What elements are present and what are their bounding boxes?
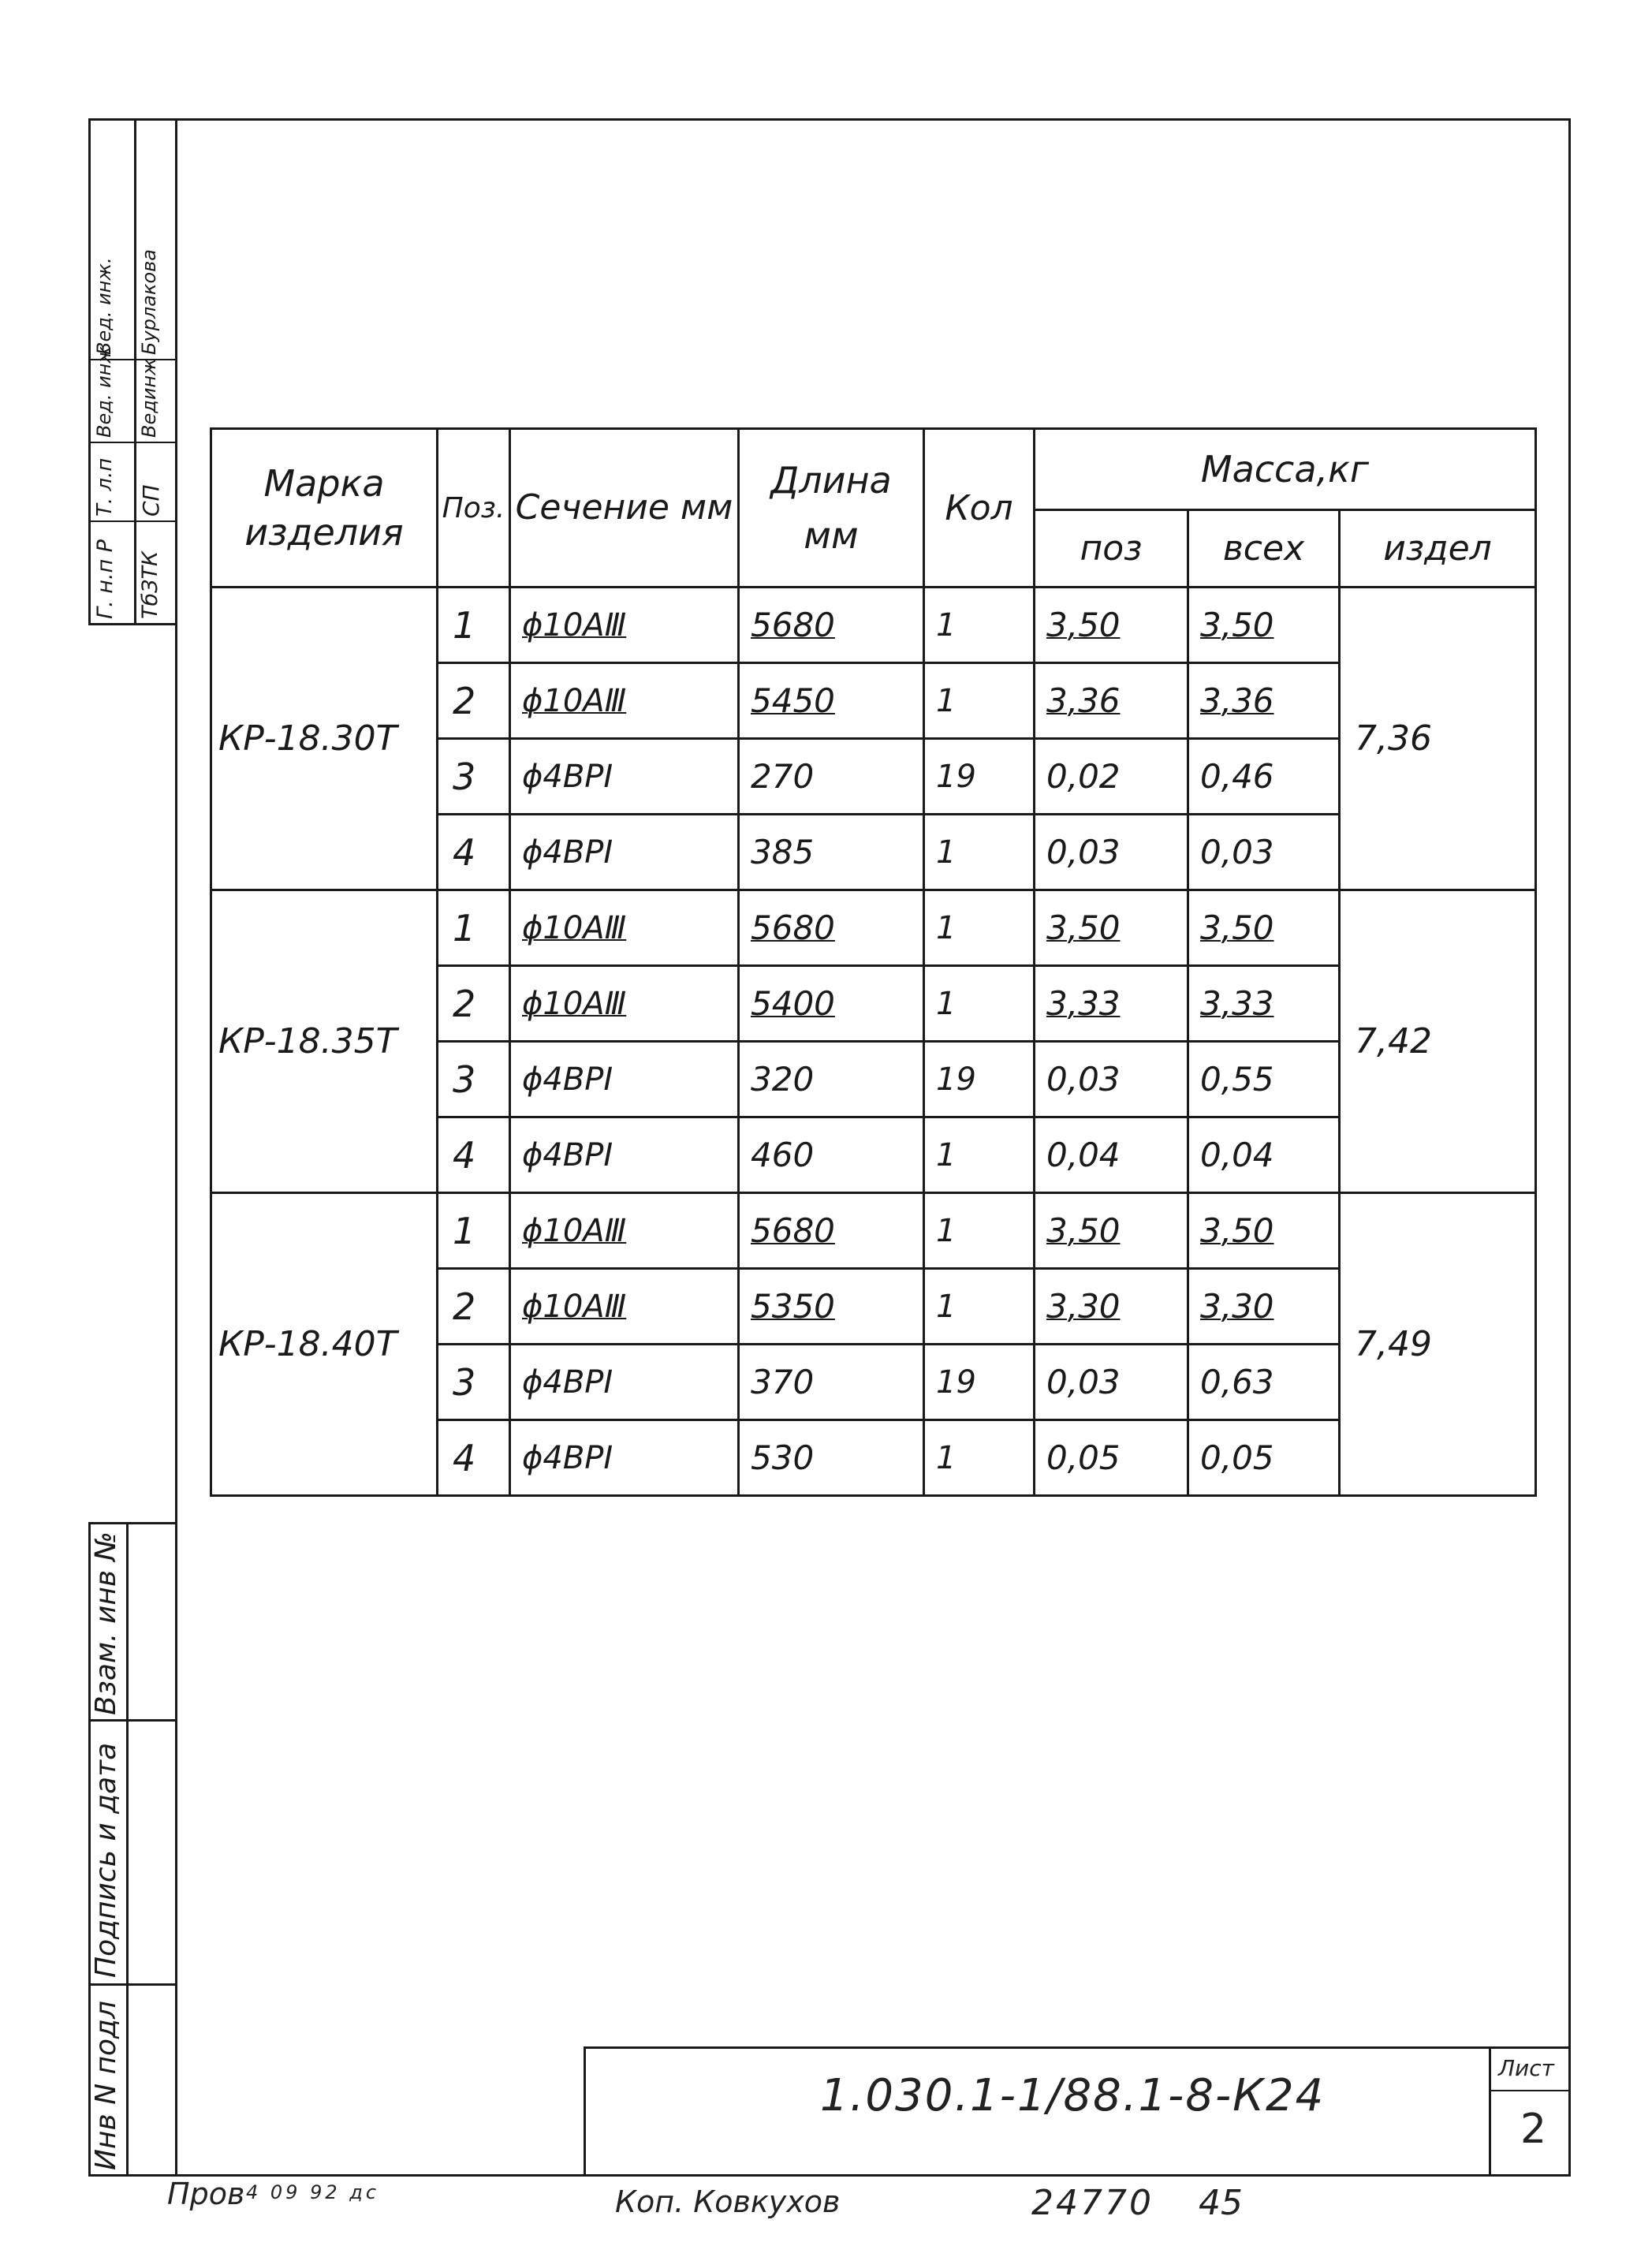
header-mass-all: всех [1188, 510, 1340, 588]
cell-length: 530 [739, 1420, 924, 1496]
cell-section: ϕ4ВРI [510, 1420, 739, 1496]
product-mark: КР-18.40Т [211, 1193, 438, 1496]
product-mark: КР-18.30Т [211, 588, 438, 890]
header-mass: Масса,кг [1035, 429, 1536, 510]
stamp-label-vedinzh-1: Вед. инж [93, 346, 115, 438]
frame-left-inner [175, 118, 177, 2177]
header-mark: Марка изделия [211, 429, 438, 588]
footer-checked: Пров [167, 2177, 245, 2211]
cell-mass-pos [1035, 890, 1188, 966]
footer-copy: Коп. Ковкухов [615, 2184, 841, 2219]
cell-mass-all [1188, 890, 1340, 966]
document-code: 1.030.1-1/88.1-8-К24 [820, 2070, 1326, 2121]
frame-top [88, 118, 1571, 121]
frame-right [1568, 118, 1571, 2177]
product-total-mass: 7,49 [1340, 1193, 1536, 1496]
cell-length: 270 [739, 739, 924, 815]
footer-order-number: 24770 [1031, 2183, 1154, 2223]
cell-section [510, 1193, 739, 1269]
cell-mass-all: 0,46 [1188, 739, 1340, 815]
cell-section: ϕ4ВРI [510, 1117, 739, 1193]
cell-section-value: ϕ10АⅢ [522, 909, 627, 946]
cell-mass-pos-value: 3,30 [1046, 1287, 1121, 1326]
cell-qty: 1 [924, 663, 1035, 739]
header-qty: Кол [924, 429, 1035, 588]
cell-pos: 1 [438, 588, 510, 663]
cell-mass-pos [1035, 1193, 1188, 1269]
spec-table-body [211, 588, 1536, 1496]
cell-length [739, 890, 924, 966]
cell-pos: 2 [438, 966, 510, 1042]
header-mass-item: издел [1340, 510, 1536, 588]
cell-mass-pos: 0,03 [1035, 815, 1188, 890]
cell-mass-pos [1035, 588, 1188, 663]
cell-mass-all-value: 3,33 [1200, 984, 1274, 1023]
cell-qty: 1 [924, 890, 1035, 966]
cell-qty: 1 [924, 588, 1035, 663]
cell-pos: 3 [438, 1345, 510, 1420]
cell-section: ϕ4ВРI [510, 815, 739, 890]
cell-pos: 2 [438, 663, 510, 739]
stamp-label-tl: Т. л.п [93, 457, 117, 517]
cell-qty: 1 [924, 1420, 1035, 1496]
cell-mass-all [1188, 588, 1340, 663]
cell-mass-pos: 0,03 [1035, 1042, 1188, 1117]
cell-section-value: ϕ10АⅢ [522, 606, 627, 644]
stamp-label-dept: ТбЗТК [138, 550, 162, 619]
stamp-signature: Вед. инж. [93, 257, 115, 355]
frame-bottom [88, 2174, 1571, 2177]
cell-mass-pos: 0,03 [1035, 1345, 1188, 1420]
cell-mass-all [1188, 1193, 1340, 1269]
cell-qty: 1 [924, 1269, 1035, 1345]
cell-pos: 1 [438, 1193, 510, 1269]
cell-qty: 1 [924, 966, 1035, 1042]
stamp-label-sp: СП [138, 484, 164, 517]
cell-section [510, 663, 739, 739]
cell-section-value: ϕ10АⅢ [522, 985, 627, 1022]
stamp-name-burlakova: Бурлакова [138, 249, 160, 355]
cell-length [739, 1193, 924, 1269]
header-pos: Поз. [438, 429, 510, 588]
cell-pos: 4 [438, 1117, 510, 1193]
cell-mass-all: 0,05 [1188, 1420, 1340, 1496]
cell-qty: 19 [924, 739, 1035, 815]
cell-section-value: ϕ10АⅢ [522, 1212, 627, 1249]
cell-qty: 1 [924, 1117, 1035, 1193]
cell-mass-pos-value: 3,50 [1046, 908, 1121, 947]
cell-length [739, 663, 924, 739]
table-row [211, 890, 1536, 966]
product-mark: КР-18.35Т [211, 890, 438, 1193]
product-total-mass: 7,42 [1340, 890, 1536, 1193]
stamp-label-vedinzh-2: Вединж [138, 358, 160, 438]
cell-mass-all-value: 3,50 [1200, 606, 1274, 644]
cell-mass-all: 0,63 [1188, 1345, 1340, 1420]
header-length: Длина мм [739, 429, 924, 588]
cell-length-value: 5680 [751, 606, 835, 644]
cell-length: 385 [739, 815, 924, 890]
cell-length [739, 966, 924, 1042]
product-total-mass: 7,36 [1340, 588, 1536, 890]
cell-section-value: ϕ10АⅢ [522, 1288, 627, 1325]
field-podpis-data: Подпись и дата [90, 1742, 122, 1978]
cell-length-value: 5450 [751, 681, 835, 720]
cell-qty: 1 [924, 1193, 1035, 1269]
cell-section: ϕ4ВРI [510, 739, 739, 815]
table-row [211, 1193, 1536, 1269]
cell-mass-pos-value: 3,36 [1046, 681, 1121, 720]
cell-mass-pos-value: 3,50 [1046, 1211, 1121, 1250]
cell-pos: 2 [438, 1269, 510, 1345]
field-vzam-inv: Взам. инв № [90, 1531, 122, 1715]
stamp-label-gip: Г. н.п Р [93, 539, 117, 619]
cell-section [510, 966, 739, 1042]
spec-table [210, 427, 1537, 1497]
cell-mass-pos: 0,05 [1035, 1420, 1188, 1496]
cell-mass-all: 0,55 [1188, 1042, 1340, 1117]
cell-length [739, 1269, 924, 1345]
table-row [211, 588, 1536, 663]
sheet-label: Лист [1498, 2055, 1554, 2081]
cell-length: 370 [739, 1345, 924, 1420]
header-mass-pos: поз [1035, 510, 1188, 588]
cell-length: 320 [739, 1042, 924, 1117]
cell-length [739, 588, 924, 663]
cell-mass-all: 0,03 [1188, 815, 1340, 890]
cell-qty: 1 [924, 815, 1035, 890]
sheet-number: 2 [1520, 2106, 1547, 2153]
cell-mass-all [1188, 1269, 1340, 1345]
cell-mass-pos: 0,02 [1035, 739, 1188, 815]
cell-section: ϕ4ВРI [510, 1042, 739, 1117]
cell-section-value: ϕ10АⅢ [522, 682, 627, 719]
cell-mass-all: 0,04 [1188, 1117, 1340, 1193]
cell-section [510, 890, 739, 966]
cell-section [510, 1269, 739, 1345]
cell-mass-pos-value: 3,50 [1046, 606, 1121, 644]
field-inv-podl: Инв N подл [90, 2001, 122, 2170]
cell-pos: 4 [438, 815, 510, 890]
cell-length-value: 5350 [751, 1287, 835, 1326]
cell-section: ϕ4ВРI [510, 1345, 739, 1420]
cell-qty: 19 [924, 1345, 1035, 1420]
cell-mass-pos [1035, 966, 1188, 1042]
cell-mass-all-value: 3,50 [1200, 908, 1274, 947]
cell-section [510, 588, 739, 663]
cell-mass-pos: 0,04 [1035, 1117, 1188, 1193]
cell-mass-all [1188, 663, 1340, 739]
footer-format: 45 [1199, 2183, 1243, 2223]
cell-qty: 19 [924, 1042, 1035, 1117]
cell-length: 460 [739, 1117, 924, 1193]
cell-pos: 3 [438, 1042, 510, 1117]
cell-mass-all [1188, 966, 1340, 1042]
cell-pos: 3 [438, 739, 510, 815]
footer-checked-date: 4 09 92 дс [246, 2181, 380, 2203]
cell-length-value: 5400 [751, 984, 835, 1023]
cell-length-value: 5680 [751, 1211, 835, 1250]
cell-mass-pos [1035, 663, 1188, 739]
cell-mass-pos-value: 3,33 [1046, 984, 1121, 1023]
cell-length-value: 5680 [751, 908, 835, 947]
cell-mass-all-value: 3,50 [1200, 1211, 1274, 1250]
cell-mass-pos [1035, 1269, 1188, 1345]
cell-mass-all-value: 3,30 [1200, 1287, 1274, 1326]
header-section: Сечение мм [510, 429, 739, 588]
cell-pos: 4 [438, 1420, 510, 1496]
cell-mass-all-value: 3,36 [1200, 681, 1274, 720]
cell-pos: 1 [438, 890, 510, 966]
